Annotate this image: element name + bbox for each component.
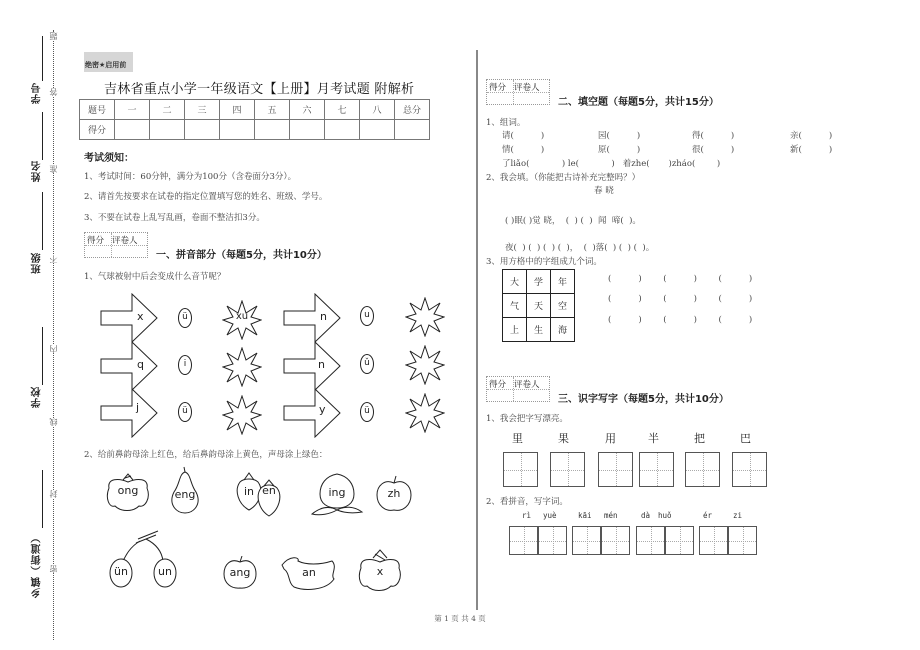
word-blanks-row[interactable]: ( ) ( ) ( ) [608, 315, 753, 325]
pinyin-label: dà [641, 511, 651, 520]
score-cell: 得分 [80, 120, 115, 140]
balloon-icon: i [178, 355, 192, 375]
section2-title: 二、填空题（每题5分，共计15分） [558, 97, 719, 108]
pinyin-label: zi [733, 511, 743, 520]
writing-grid-box[interactable] [728, 526, 757, 555]
pinyin-label: huǒ [658, 511, 672, 520]
pinyin-label: kāi [578, 511, 592, 520]
balloon-icon: ü [178, 402, 192, 422]
pinyin-label: yuè [543, 511, 557, 520]
writing-grid-box[interactable] [601, 526, 630, 555]
fruit-label: ün [114, 565, 128, 578]
score-input-cell[interactable] [360, 120, 395, 140]
score-cell: 总分 [395, 100, 430, 120]
word-blank[interactable]: 得( ) [692, 131, 735, 141]
section1-title: 一、拼音部分（每题5分，共计10分） [156, 250, 327, 261]
model-character: 用 [605, 432, 616, 445]
grader-score-label: 得分 [87, 236, 105, 246]
score-input-cell[interactable] [150, 120, 185, 140]
student-id-field[interactable] [42, 36, 43, 81]
township-field[interactable] [42, 470, 43, 528]
score-input-cell[interactable] [290, 120, 325, 140]
balloon-icon: ü [360, 402, 374, 422]
fruit-label: ang [229, 566, 251, 579]
notice-item: 1、考试时间：60分钟，满分为100分（含卷面分3分）。 [84, 172, 297, 182]
score-table-score-row [80, 120, 430, 140]
grid-cell: 海 [551, 318, 575, 342]
section3-title: 三、识字写字（每题5分，共计10分） [558, 394, 729, 405]
star-burst-icon [405, 297, 445, 337]
grader-name-label: 评卷人 [112, 236, 138, 246]
score-cell: 三 [185, 100, 220, 120]
character-grid [502, 269, 575, 342]
grid-cell: 学 [527, 270, 551, 294]
model-character: 把 [694, 432, 705, 445]
seal-char: 线 [49, 418, 58, 426]
seal-char: 答 [49, 88, 58, 96]
secret-label: 绝密★启用前 [84, 52, 133, 72]
name-field[interactable] [42, 112, 43, 160]
column-divider [476, 50, 478, 610]
section3-q1: 1、我会把字写漂亮。 [486, 414, 568, 424]
writing-grid-box[interactable] [636, 526, 665, 555]
writing-grid-box[interactable] [503, 452, 538, 487]
score-table-header-row [80, 100, 430, 120]
seal-char: 内 [49, 345, 58, 353]
score-cell: 七 [325, 100, 360, 120]
notice-item: 2、请首先按要求在试卷的指定位置填写您的姓名、班级、学号。 [84, 192, 328, 202]
pinyin-label: mén [604, 511, 618, 520]
grid-cell: 上 [503, 318, 527, 342]
peach-icon [310, 472, 364, 516]
seal-char: 不 [49, 255, 58, 263]
fruit-label: an [302, 566, 316, 579]
arrow-shape [283, 388, 341, 442]
section1-q2: 2、给前鼻韵母涂上红色，给后鼻韵母涂上黄色，声母涂上绿色： [84, 450, 328, 460]
score-input-cell[interactable] [115, 120, 150, 140]
balloon-icon: ü [178, 308, 192, 328]
score-cell: 四 [220, 100, 255, 120]
grader-name-label: 评卷人 [514, 380, 540, 390]
initial-label: n [320, 310, 327, 323]
class-field[interactable] [42, 192, 43, 250]
score-cell: 五 [255, 100, 290, 120]
score-cell: 二 [150, 100, 185, 120]
fruit-label: un [158, 565, 172, 578]
writing-grid-box[interactable] [538, 526, 567, 555]
grader-score-label: 得分 [489, 83, 507, 93]
banana-leaf-icon [280, 553, 338, 591]
arrow-shape [100, 388, 158, 442]
poem-line[interactable]: 夜( ) ( ) ( ) ( )， ( )落( ) ( ) ( )。 [505, 243, 655, 253]
score-table [79, 99, 430, 140]
poem-title: 春 晓 [594, 186, 614, 196]
writing-grid-box[interactable] [550, 452, 585, 487]
balloon-icon: ǔ [360, 354, 374, 374]
township-label: 乡镇（街道） [32, 532, 43, 598]
writing-grid-box[interactable] [572, 526, 601, 555]
arrow-shape [100, 293, 158, 347]
strawberry-icon [255, 478, 283, 518]
fruit-label: zh [387, 487, 401, 500]
word-blank[interactable]: 原( ) [598, 145, 641, 155]
fruit-label: ong [117, 484, 139, 497]
fruit-label: eng [174, 488, 196, 501]
seal-char: 准 [49, 165, 58, 173]
tomato-icon [105, 470, 151, 512]
word-blank[interactable]: 亲( ) [790, 131, 833, 141]
polyphone-blanks[interactable]: 了liǎo( ) le( ) 着zhe( )zháo( ) [502, 159, 721, 169]
model-character: 巴 [740, 432, 751, 445]
grid-cell: 空 [551, 294, 575, 318]
section2-q2: 2、我会填。（你能把古诗补充完整吗？） [486, 173, 641, 183]
fruit-label: x [376, 565, 384, 578]
section2-q3: 3、用方格中的字组成九个词。 [486, 257, 602, 267]
grader-score-label: 得分 [489, 380, 507, 390]
initial-label: q [137, 358, 144, 371]
fruit-label: ing [328, 486, 346, 499]
word-blanks-row[interactable]: ( ) ( ) ( ) [608, 294, 753, 304]
grader-name-label: 评卷人 [514, 83, 540, 93]
balloon-icon: u [360, 306, 374, 326]
writing-grid-box[interactable] [598, 452, 633, 487]
fruit-label: en [262, 484, 276, 497]
fruit-label: in [243, 485, 255, 498]
notice-item: 3、不要在试卷上乱写乱画，卷面不整洁扣3分。 [84, 213, 265, 223]
score-input-cell[interactable] [395, 120, 430, 140]
grapes-icon [108, 527, 178, 589]
word-blank[interactable]: 情( ) [502, 145, 545, 155]
tomato-icon [357, 548, 403, 592]
arrow-shape [100, 341, 158, 395]
pear-icon [168, 466, 202, 514]
initial-label: x [137, 310, 144, 323]
star-burst-icon [405, 393, 445, 433]
writing-grid-box[interactable] [732, 452, 767, 487]
writing-grid-box[interactable] [639, 452, 674, 487]
star-burst-icon [222, 347, 262, 387]
apple-icon [375, 475, 413, 513]
school-field[interactable] [42, 327, 43, 385]
page-number: 第 1 页 共 4 页 [434, 614, 486, 623]
notice-heading: 考试须知： [84, 153, 134, 164]
score-cell: 题号 [80, 100, 115, 120]
poem-line[interactable]: ( )眠( )觉 晓， ( ) ( ) 闻 啼( )。 [505, 216, 641, 226]
section1-q1: 1、气球被射中后会变成什么音节呢？ [84, 272, 226, 282]
word-blanks-row[interactable]: ( ) ( ) ( ) [608, 274, 753, 284]
class-label: 班级 [32, 252, 43, 274]
answer-label: xu [235, 311, 249, 322]
student-id-label: 学号 [32, 82, 43, 104]
grid-cell: 天 [527, 294, 551, 318]
score-cell: 一 [115, 100, 150, 120]
page-title: 吉林省重点小学一年级语文【上册】月考试题 附解析 [104, 82, 415, 97]
grid-cell: 年 [551, 270, 575, 294]
word-blank[interactable]: 园( ) [598, 131, 641, 141]
word-blank[interactable]: 新( ) [790, 145, 833, 155]
star-burst-icon [405, 345, 445, 385]
pinyin-label: ér [703, 511, 713, 520]
grader-box [84, 232, 148, 258]
seal-char: 封 [49, 490, 58, 498]
word-blank[interactable]: 请( ) [502, 131, 545, 141]
seal-char: 题 [49, 32, 58, 40]
initial-label: n [318, 358, 325, 371]
section3-q2: 2、看拼音，写字词。 [486, 497, 568, 507]
score-input-cell[interactable] [185, 120, 220, 140]
binding-dotted-line [53, 30, 54, 640]
star-burst-icon [222, 300, 262, 340]
arrow-shape [283, 293, 341, 347]
writing-grid-box[interactable] [685, 452, 720, 487]
pinyin-label: rì [522, 511, 532, 520]
grid-cell: 气 [503, 294, 527, 318]
score-input-cell[interactable] [325, 120, 360, 140]
grader-box [486, 79, 550, 105]
initial-label: y [319, 403, 326, 416]
grader-box [486, 376, 550, 402]
model-character: 半 [648, 432, 659, 445]
grid-cell: 生 [527, 318, 551, 342]
score-cell: 六 [290, 100, 325, 120]
initial-label: j [136, 401, 140, 414]
writing-grid-box[interactable] [699, 526, 728, 555]
apple-icon [223, 556, 257, 590]
score-cell: 八 [360, 100, 395, 120]
grid-cell: 大 [503, 270, 527, 294]
writing-grid-box[interactable] [665, 526, 694, 555]
score-input-cell[interactable] [220, 120, 255, 140]
seal-char: 密 [49, 565, 58, 573]
writing-grid-box[interactable] [509, 526, 538, 555]
section2-q1: 1、组词。 [486, 118, 526, 128]
model-character: 里 [512, 432, 523, 445]
score-input-cell[interactable] [255, 120, 290, 140]
model-character: 果 [558, 432, 569, 445]
school-label: 学校 [32, 386, 43, 408]
arrow-shape [283, 341, 341, 395]
word-blank[interactable]: 很( ) [692, 145, 735, 155]
name-label: 姓名 [32, 160, 43, 182]
star-burst-icon [222, 395, 262, 435]
